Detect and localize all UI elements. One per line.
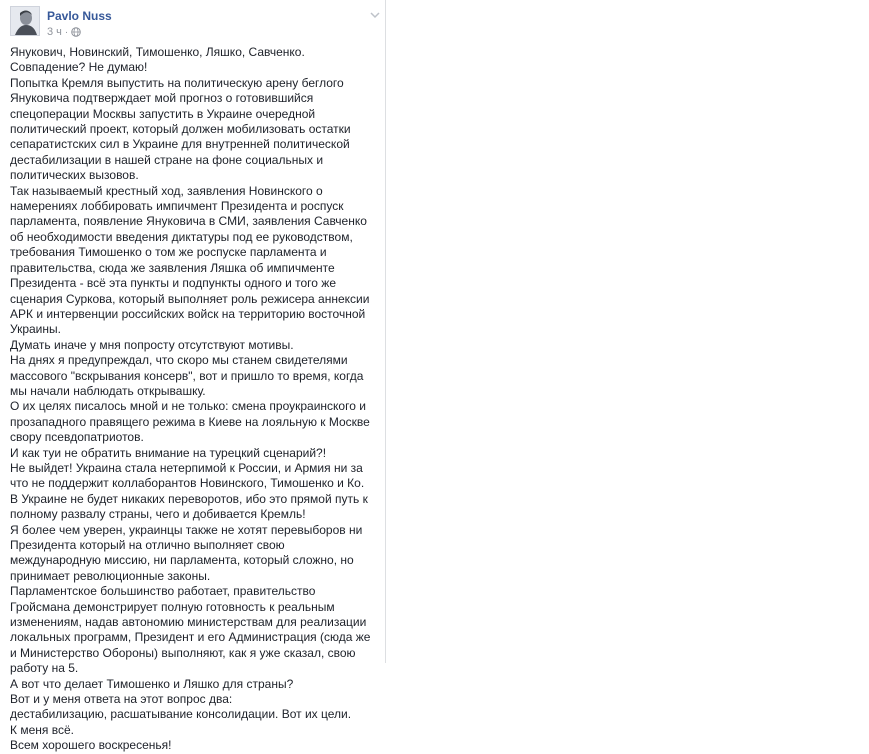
post-paragraph: К меня всё. xyxy=(10,722,74,737)
post-header xyxy=(10,6,380,40)
post-paragraph: Янукович, Новинский, Тимошенко, Ляшко, Савченко. Совпадение? Не думаю! xyxy=(10,45,305,75)
post-paragraph: Парламентское большинство работает, правительство Гройсмана демонстрирует полную готовность к реальным изменениям, надав автономию министерствам для реализации локальных программ, Президент и его Администрация (сюда же и Министерство Обороны) выполняют, как я уже сказал, свою работу на 5. xyxy=(10,584,371,676)
globe-icon[interactable] xyxy=(71,27,81,37)
post-paragraph: Думать иначе у мня попросту отсутствуют мотивы. xyxy=(10,337,294,352)
post-paragraph: Я более чем уверен, украинцы также не хотят перевыборов ни Президента который на отлично выполняет свою международную миссию, ни парламента, который сложно, но принимает революционные законы. xyxy=(10,522,363,583)
post-paragraph: Так называемый крестный ход, заявления Новинского о намерениях лоббировать импичмент Президента и роспуск парламента, появление Януковича в СМИ, заявления Савченко об необходимости введения диктатуры под ее руководством, требования Тимошенко о том же роспуске парламента и правительства, сюда же заявления Ляшка об импичменте Президента - всё эта пункты и подпункты одного и того же сценария Суркова, который выполняет роль режисера аннексии АРК и интервенции российских войск на территорию восточной Украины. xyxy=(10,183,370,337)
post-paragraph: дестабилизацию, расшатывание консолидации. Вот их цели. xyxy=(10,707,352,722)
post-paragraph: На днях я предупреждал, что скоро мы станем свидетелями массового "вскрывания консерв", вот и пришло то время, когда мы начали наблюдать открывашку. xyxy=(10,353,364,398)
avatar[interactable] xyxy=(10,6,40,36)
post-paragraph: В Украине не будет никаких переворотов, ибо это прямой путь к полному развалу страны, чего и добивается Кремль! xyxy=(10,491,368,522)
chevron-down-icon[interactable] xyxy=(368,8,382,22)
post-paragraph: Вот и у меня ответа на этот вопрос два: xyxy=(10,692,233,707)
post-paragraph: О их целях писалось мной и не только: смена проукраинского и прозападного правящего режима в Киеве на лояльную к Москве свору псевдопатриотов. xyxy=(10,399,370,445)
facebook-post xyxy=(0,0,386,753)
profile-photo xyxy=(11,7,39,35)
post-paragraph: Всем хорошего воскресенья! xyxy=(10,738,172,753)
post-paragraph: Попытка Кремля выпустить на политическую арену беглого Януковича подтверждает мой прогноз о готовившийся спецоперации Москвы запустить в Украине очередной политический проект, который должен мобилизовать остатки сепаратистских сил в Украине для внутренней политической дестабилизации в нашей стране на фоне социальных и политических вызовов. xyxy=(10,75,351,183)
post-text xyxy=(10,45,378,754)
post-paragraph: И как туи не обратить внимание на турецкий сценарий?! xyxy=(10,445,327,460)
post-timestamp[interactable]: 3 ч xyxy=(47,26,62,38)
post-paragraph: Не выйдет! Украина стала нетерпимой к России, и Армия ни за что не поддержит коллаборантов Новинского, Тимошенко и Ко. xyxy=(10,460,365,491)
author-name[interactable]: Pavlo Nuss xyxy=(47,9,112,23)
post-paragraph: А вот что делает Тимошенко и Ляшко для страны? xyxy=(10,676,294,691)
post-meta xyxy=(47,26,81,38)
meta-separator: · xyxy=(64,26,69,38)
